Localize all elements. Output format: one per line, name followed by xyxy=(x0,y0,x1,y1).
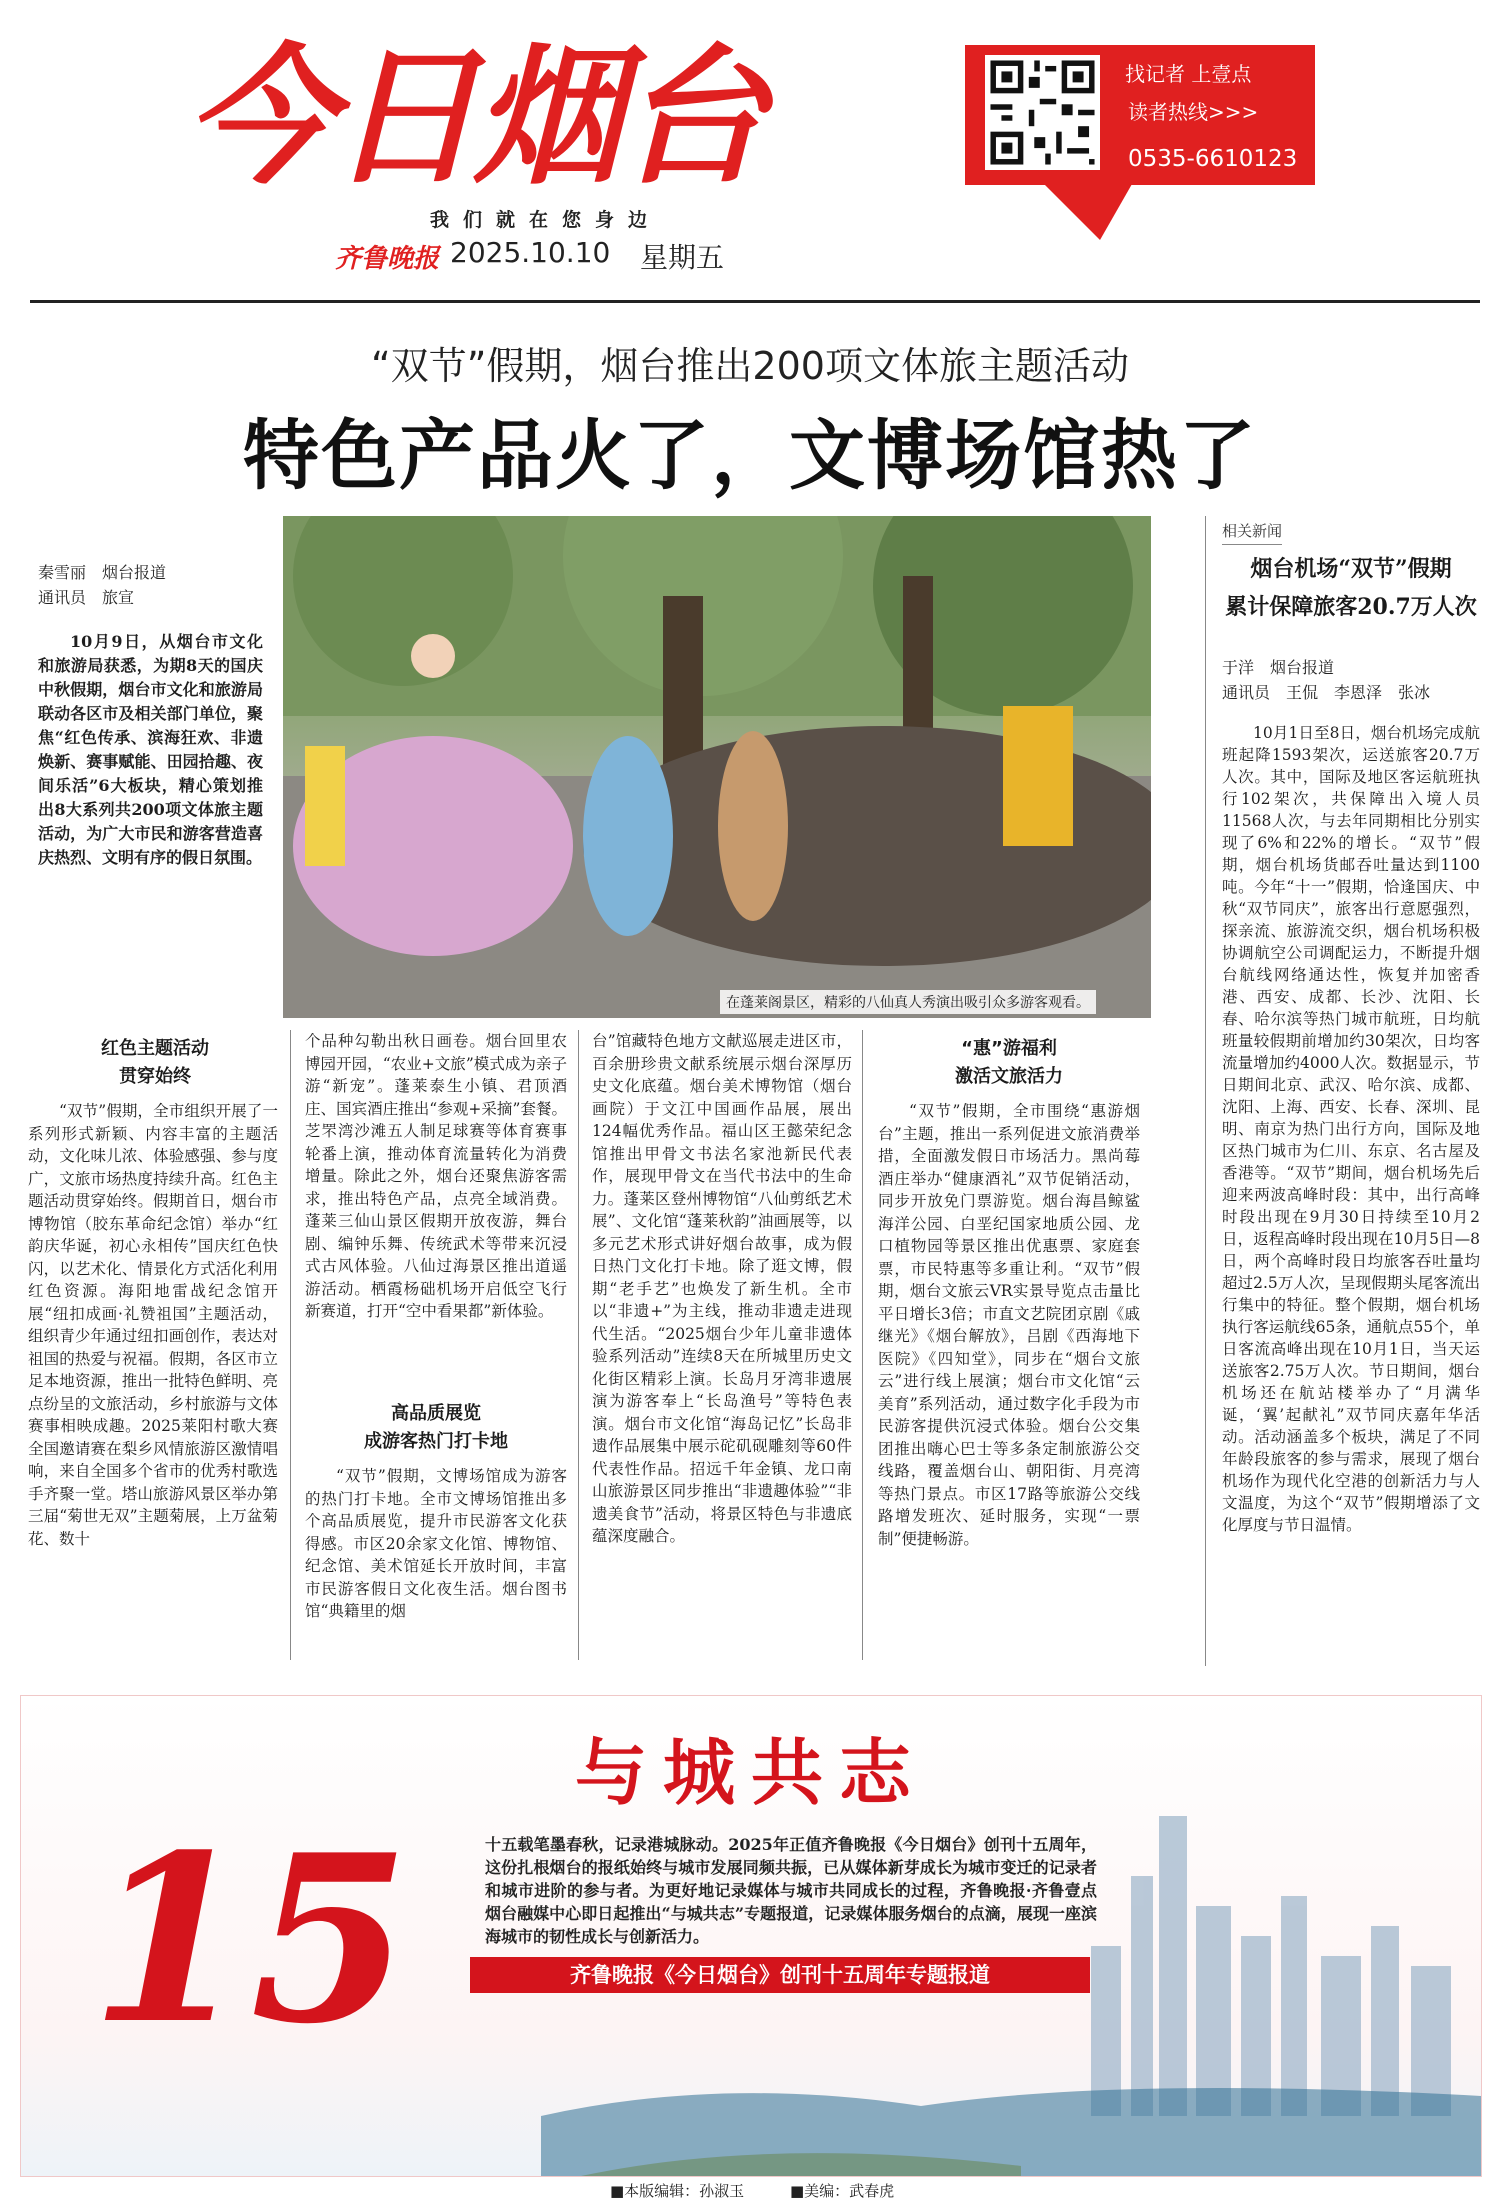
col1-body: “双节”假期，全市组织开展了一系列形式新颖、内容丰富的主题活动，文化味儿浓、体验感强、参与度广，文旅市场热度持续升高。红色主题活动贯穿始终。假期首日，烟台市博物馆（胶东革命纪念馆）举办“红韵庆华诞，初心永相传”国庆红色快闪，以艺术化、情景化方式活化利用红色资源。海阳地雷战纪念馆开展“纽扣成画·礼赞祖国”主题活动，组织青少年通过纽扣画创作，表达对祖国的热爱与祝福。假期，各区市立足本地资源，推出一批特色鲜明、亮点纷呈的文旅活动，乡村旅游与文体赛事相映成趣。2025莱阳村歌大赛全国邀请赛在梨乡风情旅游区激情唱响，来自全国多个省市的优秀村歌选手齐聚一堂。塔山旅游风景区举办第三届“菊世无双”主题菊展，上万盆菊花、数十 xyxy=(28,1102,278,1548)
article-kicker: “双节”假期，烟台推出200项文体旅主题活动 xyxy=(371,344,1129,388)
article-lead: 10月9日，从烟台市文化和旅游局获悉，为期8天的国庆中秋假期，烟台市文化和旅游局联动各区市及相关部门单位，聚焦“红色传承、滨海狂欢、非遗焕新、赛事赋能、田园拾趣、夜间乐活”6大板块，精心策划推出8大系列共200项文体旅主题活动，为广大市民和游客营造喜庆热烈、文明有序的假日氛围。 xyxy=(38,632,263,867)
footer-designer: ■美编：武春虎 xyxy=(790,2182,895,2200)
related-divider xyxy=(1205,516,1206,1666)
hotline-line1: 找记者 上壹点 xyxy=(1125,62,1252,86)
col1-subhead: 红色主题活动 贯穿始终 xyxy=(101,1038,209,1087)
byline-correspondent: 通讯员 旅宣 xyxy=(38,588,135,607)
footer-editor: ■本版编辑：孙淑玉 xyxy=(610,2182,745,2200)
paper-logo: 齐鲁晚报 xyxy=(335,244,440,274)
issue-date: 2025.10.10 xyxy=(450,236,611,269)
anniversary-number: 15 xyxy=(90,1805,411,2075)
col2-body-2: “双节”假期，文博场馆成为游客的热门打卡地。全市文博场馆推出多个高品质展览，提升市民游客文化获得感。市区20余家文化馆、博物馆、纪念馆、美术馆延长开放时间，丰富市民游客假日文化夜生活。烟台图书馆“典籍里的烟 xyxy=(305,1467,567,1620)
photo-caption: 在蓬莱阁景区，精彩的八仙真人秀演出吸引众多游客观看。 xyxy=(720,990,1096,1014)
col-divider xyxy=(290,1030,291,1660)
hotline-line2: 读者热线>>> xyxy=(1128,100,1259,124)
byline-reporter: 秦雪丽 烟台报道 xyxy=(38,563,167,582)
issue-weekday: 星期五 xyxy=(640,241,725,274)
related-byline-correspondents: 通讯员 王侃 李恩泽 张冰 xyxy=(1222,683,1431,702)
banner-body: 十五载笔墨春秋，记录港城脉动。2025年正值齐鲁晚报《今日烟台》创刊十五周年，这份扎根烟台的报纸始终与城市发展同频共振，已从媒体新芽成长为城市变迁的记录者和城市进阶的参与者。为更好地记录媒体与城市共同成长的过程，齐鲁晚报·齐鲁壹点烟台融媒中心即日起推出“与城共志”专题报道，记录媒体服务烟台的点滴，展现一座滨海城市的韧性成长与创新活力。 xyxy=(485,1835,1097,1946)
related-byline-reporter: 于洋 烟台报道 xyxy=(1222,658,1335,677)
col3-body: 台”馆藏特色地方文献巡展走进区市，百余册珍贵文献系统展示烟台深厚历史文化底蕴。烟台美术博物馆（烟台画院）于文江中国画作品展，展出124幅优秀作品。福山区王懿荣纪念馆推出甲骨文书法名家池新民代表作，展现甲骨文在当代书法中的生命力。蓬莱区登州博物馆“八仙剪纸艺术展”、文化馆“蓬莱秋韵”油画展等，以多元艺术形式讲好烟台故事，成为假日热门文化打卡地。除了逛文博，假期“老手艺”也焕发了新生机。全市以“非遗+”为主线，推动非遗走进现代生活。“2025烟台少年儿童非遗体验系列活动”连续8天在所城里历史文化街区精彩上演。长岛月牙湾非遗展演为游客奉上“长岛渔号”等特色表演。烟台市文化馆“海岛记忆”长岛非遗作品展集中展示砣矶砚雕刻等60件代表性作品。招远千年金镇、龙口南山旅游景区同步推出“非遗趣体验”“非遗美食节”活动，将景区特色与非遗底蕴深度融合。 xyxy=(592,1032,852,1545)
banner-tagline: 齐鲁晚报《今日烟台》创刊十五周年专题报道 xyxy=(470,1957,1090,1993)
masthead-rule xyxy=(30,300,1480,303)
col2-subhead: 高品质展览 成游客热门打卡地 xyxy=(364,1403,508,1452)
qr-code-icon[interactable] xyxy=(985,55,1100,170)
masthead-title: 今日烟台 xyxy=(185,31,762,205)
hotline-box-tail xyxy=(1030,170,1140,240)
related-body: 10月1日至8日，烟台机场完成航班起降1593架次，运送旅客20.7万人次。其中，国际及地区客运航班执行102架次，共保障出入境人员11568人次，与去年同期相比分别实现了6%和22%的增长。“双节”假期，烟台机场货邮吞吐量达到1100吨。今年“十一”假期，恰逢国庆、中秋“双节同庆”，旅客出行意愿强烈，探亲流、旅游流交织，烟台机场积极协调航空公司调配运力，不断提升烟台航线网络通达性，恢复并加密香港、西安、成都、长沙、沈阳、长春、哈尔滨等热门城市航班，日均航班量较假期前增加约30架次，日均客流量增加约4000人次。数据显示，节日期间北京、武汉、哈尔滨、成都、沈阳、上海、西安、长春、深圳、昆明、南京为热门出行方向，国际及地区热门城市为仁川、东京、名古屋及香港等。“双节”期间，烟台机场先后迎来两波高峰时段：其中，出行高峰时段出现在9月30日持续至10月2日，返程高峰时段出现在10月5日—8日，两个高峰时段日均旅客吞吐量均超过2.5万人次，呈现假期头尾客流出行集中的特征。整个假期，烟台机场执行客运航线65条，通航点55个，单日客流高峰出现在10月1日，当天运送旅客2.75万人次。节日期间，烟台机场还在航站楼举办了“月满华诞，‘翼’起献礼”双节同庆嘉年华活动。活动涵盖多个板块，满足了不同年龄段旅客的参与需求，展现了烟台机场作为现代化空港的创新活力与人文温度，为这个“双节”假期增添了文化厚度与节日温情。 xyxy=(1222,724,1480,1534)
article-headline: 特色产品火了，文博场馆热了 xyxy=(243,411,1257,500)
performance-photo xyxy=(283,516,1151,1018)
related-headline: 烟台机场“双节”假期 累计保障旅客20.7万人次 xyxy=(1225,556,1477,620)
col4-body: “双节”假期，全市围绕“惠游烟台”主题，推出一系列促进文旅消费举措，全面激发假日市场活力。黑尚莓酒庄举办“健康酒礼”双节促销活动，同步开放免门票游览。烟台海昌鲸鲨海洋公园、白垩纪国家地质公园、龙口植物园等景区推出优惠票、家庭套票，市民特惠等多重让利。“双节”假期，烟台文旅云VR实景导览点击量比平日增长3倍；市直文艺院团京剧《戚继光》《烟台解放》，吕剧《西海地下医院》《四知堂》，同步在“烟台文旅云”进行线上展演；烟台市文化馆“云美育”系列活动，通过数字化手段为市民游客提供沉浸式体验。烟台公交集团推出嗨心巴士等多条定制旅游公交线路，覆盖烟台山、朝阳街、月亮湾等热门景点。市区17路等旅游公交线路增发班次、延时服务，实现“一票制”便捷畅游。 xyxy=(878,1102,1140,1548)
col-divider xyxy=(862,1030,863,1660)
masthead-slogan: 我们就在您身边 xyxy=(430,209,662,231)
col-divider xyxy=(578,1030,579,1660)
hotline-phone: 0535-6610123 xyxy=(1128,146,1298,172)
col4-subhead: “惠”游福利 激活文旅活力 xyxy=(955,1038,1063,1087)
banner-title: 与城共志 xyxy=(575,1730,928,1815)
col2-body: 个品种勾勒出秋日画卷。烟台回里农博园开园，“农业+文旅”模式成为亲子游“新宠”。蓬莱泰生小镇、君顶酒庄、国宾酒庄推出“参观+采摘”套餐。芝罘湾沙滩五人制足球赛等体育赛事轮番上演，推动体育流量转化为消费增量。除此之外，烟台还聚焦游客需求，推出特色产品，点亮全域消费。蓬莱三仙山景区假期开放夜游，舞台剧、编钟乐舞、传统武术等带来沉浸式古风体验。八仙过海景区推出道遥游活动。栖霞杨础机场开启低空飞行新赛道，打开“空中看果都”新体验。 xyxy=(305,1032,567,1320)
related-tag: 相关新闻 xyxy=(1222,520,1282,545)
